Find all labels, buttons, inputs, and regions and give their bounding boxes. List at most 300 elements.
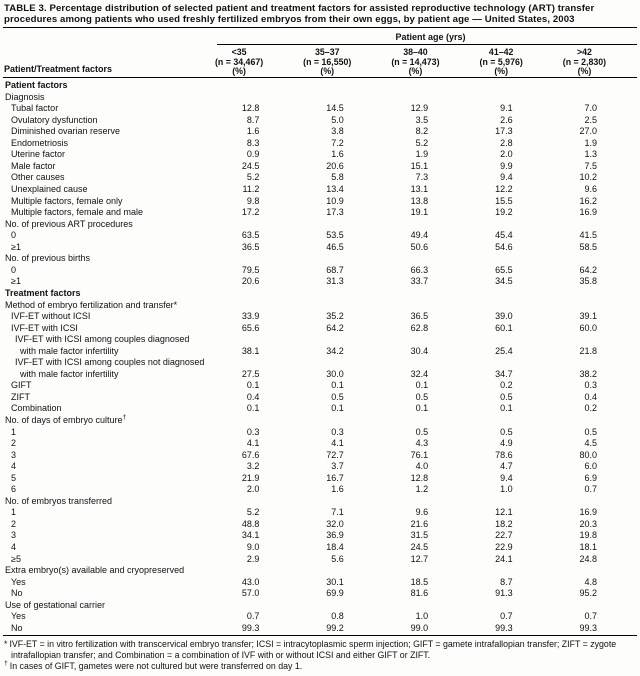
value-cell: 32.0 [326, 518, 344, 529]
row-label-text: No. of previous ART procedures [5, 218, 133, 229]
value-cell: 1.6 [331, 149, 344, 160]
value-cell [299, 80, 383, 92]
value-cell: 1.0 [415, 611, 429, 622]
table-row [3, 473, 637, 485]
value-cell: 36.9 [326, 530, 344, 541]
value-cell: 65.6 [241, 322, 260, 333]
column-header-pct: (%) [320, 66, 335, 77]
row-label [3, 403, 215, 415]
value-cell: 25.4 [495, 345, 513, 356]
column-header-age-5 [563, 48, 640, 77]
value-cell: 8.3 [246, 137, 260, 148]
row-label [3, 357, 215, 369]
value-cell [553, 496, 637, 508]
value-cell: 62.8 [410, 322, 429, 333]
value-cell: 39.0 [495, 311, 513, 322]
row-label [3, 427, 215, 439]
row-label [3, 80, 215, 92]
value-cell: 34.1 [241, 530, 260, 541]
row-label-text: ZIFT [11, 391, 30, 402]
value-cell [468, 80, 552, 92]
footnotes [3, 636, 637, 671]
table-row [3, 588, 637, 600]
value-cell: 34.7 [495, 368, 513, 379]
value-cell: 34.2 [326, 345, 344, 356]
value-cell: 16.2 [579, 195, 597, 206]
value-cell: 0.4 [246, 391, 260, 402]
value-cell: 12.9 [410, 103, 429, 114]
row-label-text: Method of embryo fertilization and transfer* [5, 299, 178, 310]
row-label-text: 3 [11, 449, 17, 460]
row-label [3, 380, 215, 392]
value-cell: 3.7 [331, 461, 344, 472]
table-row [3, 427, 637, 439]
value-cell: 67.6 [241, 449, 260, 460]
row-label [3, 311, 215, 323]
value-cell [215, 357, 299, 369]
table-row [3, 276, 637, 288]
value-cell: 0.1 [246, 380, 260, 391]
value-cell: 16.9 [579, 507, 597, 518]
value-cell: 19.1 [410, 207, 429, 218]
value-cell: 31.5 [410, 530, 429, 541]
value-cell: 0.7 [584, 611, 597, 622]
value-cell: 32.4 [410, 368, 429, 379]
row-label [3, 623, 215, 635]
row-label-text: 3 [11, 530, 17, 541]
column-header-pct: (%) [232, 66, 246, 77]
value-cell [299, 300, 383, 312]
value-cell: 36.5 [410, 311, 429, 322]
row-label [3, 219, 215, 231]
value-cell: 33.9 [241, 311, 260, 322]
table-row [3, 542, 637, 554]
row-label-text: Combination [11, 403, 62, 414]
table-row [3, 172, 637, 184]
value-cell: 0.3 [246, 426, 260, 437]
table-row [3, 334, 637, 346]
row-label [3, 484, 215, 496]
value-cell: 46.5 [326, 241, 344, 252]
table-row [3, 530, 637, 542]
row-label-text: Patient factors [5, 80, 68, 91]
value-cell [299, 288, 383, 300]
value-cell: 76.1 [410, 449, 429, 460]
value-cell [468, 92, 552, 104]
row-label [3, 438, 215, 450]
row-label-text: with male factor infertility [20, 368, 119, 379]
table-row [3, 184, 637, 196]
value-cell [553, 565, 637, 577]
value-cell: 33.7 [410, 276, 429, 287]
value-cell: 9.9 [500, 160, 513, 171]
value-cell: 27.0 [579, 126, 597, 137]
row-label-text: 6 [11, 484, 17, 495]
table-row [3, 369, 637, 381]
row-label-text: Multiple factors, female only [11, 195, 123, 206]
value-cell: 1.6 [246, 126, 260, 137]
row-label [3, 230, 215, 242]
value-cell: 4.8 [584, 576, 597, 587]
row-label-text: Ovulatory dysfunction [11, 114, 98, 125]
value-cell [468, 300, 552, 312]
value-cell [384, 334, 468, 346]
age-columns-header [215, 28, 640, 77]
value-cell: 57.0 [241, 588, 260, 599]
row-label-text: 1 [11, 507, 17, 518]
row-label-text: IVF-ET with ICSI among couples not diagnosed [15, 357, 205, 368]
value-cell: 0.7 [246, 611, 260, 622]
value-cell: 4.1 [246, 438, 260, 449]
value-cell [384, 253, 468, 265]
row-label-text: IVF-ET with ICSI [11, 322, 78, 333]
value-cell: 4.9 [500, 438, 513, 449]
value-cell: 17.3 [495, 126, 513, 137]
value-cell: 7.1 [331, 507, 344, 518]
table-body [3, 78, 637, 634]
row-label [3, 207, 215, 219]
value-cell: 9.0 [246, 541, 260, 552]
value-cell: 18.2 [495, 518, 513, 529]
table-row [3, 196, 637, 208]
column-header-age-1 [215, 48, 303, 77]
row-label [3, 323, 215, 335]
value-cell: 0.8 [331, 611, 344, 622]
value-cell: 0.5 [415, 426, 429, 437]
value-cell [215, 80, 299, 92]
row-label [3, 115, 215, 127]
value-cell: 5.2 [246, 172, 260, 183]
row-label-text: 2 [11, 518, 17, 529]
value-cell [299, 565, 383, 577]
row-label-text: 5 [11, 472, 17, 483]
value-cell: 6.9 [584, 472, 597, 483]
table-row [3, 577, 637, 589]
row-label-text: Diagnosis [5, 91, 45, 102]
value-cell [299, 253, 383, 265]
value-cell [384, 415, 468, 427]
row-label-text: ≥1 [11, 241, 21, 252]
value-cell [215, 334, 299, 346]
value-cell: 0.3 [584, 380, 597, 391]
value-cell: 9.4 [500, 172, 513, 183]
row-label-text: 4 [11, 541, 17, 552]
table-row [3, 323, 637, 335]
table-row [3, 161, 637, 173]
table-row [3, 565, 637, 577]
value-cell: 1.3 [584, 149, 597, 160]
table-row [3, 126, 637, 138]
column-header-n: (n = 16,550) [303, 56, 352, 67]
stub-column-header [3, 28, 215, 77]
value-cell: 54.6 [495, 241, 513, 252]
table-row [3, 207, 637, 219]
column-header-n: (n = 34,467) [215, 56, 264, 67]
value-cell [215, 219, 299, 231]
value-cell: 9.8 [246, 195, 260, 206]
table-row [3, 230, 637, 242]
row-label [3, 600, 215, 612]
value-cell: 0.7 [584, 484, 597, 495]
value-cell: 99.3 [241, 622, 260, 633]
value-cell: 8.7 [500, 576, 513, 587]
value-cell [215, 415, 299, 427]
footnote [4, 661, 635, 672]
row-label [3, 392, 215, 404]
row-label-text: Tubal factor [11, 103, 59, 114]
value-cell: 2.0 [246, 484, 260, 495]
value-cell [384, 565, 468, 577]
table-row [3, 242, 637, 254]
row-label [3, 92, 215, 104]
column-header-age-4 [480, 48, 563, 77]
value-cell: 0.4 [584, 391, 597, 402]
value-cell: 2.0 [500, 149, 513, 160]
value-cell: 21.6 [410, 518, 429, 529]
value-cell [215, 288, 299, 300]
value-cell: 12.1 [495, 507, 513, 518]
value-cell: 95.2 [579, 588, 597, 599]
table-row [3, 357, 637, 369]
table-row [3, 496, 637, 508]
value-cell: 0.1 [246, 403, 260, 414]
value-cell [384, 80, 468, 92]
value-cell [553, 334, 637, 346]
value-cell: 48.8 [241, 518, 260, 529]
value-cell: 18.5 [410, 576, 429, 587]
value-cell [553, 92, 637, 104]
value-cell [215, 496, 299, 508]
table-row [3, 392, 637, 404]
value-cell: 9.6 [415, 507, 429, 518]
value-cell: 2.8 [500, 137, 513, 148]
value-cell: 34.5 [495, 276, 513, 287]
value-cell: 10.2 [579, 172, 597, 183]
row-label-text: 2 [11, 438, 17, 449]
value-cell [553, 219, 637, 231]
row-label [3, 473, 215, 485]
value-cell [468, 496, 552, 508]
row-label-text: 0 [11, 230, 17, 241]
value-cell: 0.9 [246, 149, 260, 160]
value-cell: 5.2 [415, 137, 429, 148]
value-cell: 1.0 [500, 484, 513, 495]
value-cell: 10.9 [326, 195, 344, 206]
row-label-text: No. of days of embryo culture [5, 414, 123, 425]
table-row [3, 554, 637, 566]
row-label-text: with male factor infertility [20, 345, 119, 356]
value-cell: 30.1 [326, 576, 344, 587]
value-cell: 9.4 [500, 472, 513, 483]
row-label [3, 103, 215, 115]
value-cell: 16.7 [326, 472, 344, 483]
table-row [3, 611, 637, 623]
table-row [3, 484, 637, 496]
value-cell: 3.8 [331, 126, 344, 137]
value-cell: 16.9 [579, 207, 597, 218]
value-cell [553, 80, 637, 92]
value-cell: 3.2 [246, 461, 260, 472]
value-cell [384, 300, 468, 312]
row-label [3, 126, 215, 138]
row-label-text: ≥5 [11, 553, 21, 564]
table-row [3, 311, 637, 323]
footnote [4, 639, 635, 661]
table-row [3, 519, 637, 531]
column-header-range: 38–40 [403, 47, 428, 57]
value-cell [553, 300, 637, 312]
value-cell [468, 219, 552, 231]
value-cell: 8.7 [246, 114, 260, 125]
column-header-range: 35–37 [315, 47, 340, 57]
table-row [3, 415, 637, 427]
value-cell: 81.6 [410, 588, 429, 599]
value-cell: 78.6 [495, 449, 513, 460]
table-row [3, 219, 637, 231]
table-row [3, 346, 637, 358]
value-cell: 21.9 [241, 472, 260, 483]
value-cell: 12.2 [495, 184, 513, 195]
value-cell [384, 357, 468, 369]
value-cell: 1.9 [415, 149, 429, 160]
table-row [3, 461, 637, 473]
value-cell: 24.8 [579, 553, 597, 564]
row-label-text: Male factor [11, 160, 56, 171]
value-cell: 2.9 [246, 553, 260, 564]
value-cell: 68.7 [326, 264, 344, 275]
value-cell: 11.2 [242, 184, 260, 195]
value-cell [215, 600, 299, 612]
value-cell: 20.3 [579, 518, 597, 529]
value-cell: 4.3 [415, 438, 429, 449]
row-label-text: Treatment factors [5, 287, 81, 298]
table-row [3, 300, 637, 312]
value-cell: 7.5 [584, 160, 597, 171]
row-label-text: No. of embryos transferred [5, 495, 113, 506]
row-label-text: GIFT [11, 380, 32, 391]
value-cell: 50.6 [410, 241, 429, 252]
value-cell: 43.0 [241, 576, 260, 587]
value-cell: 0.1 [331, 380, 344, 391]
footnote-marker: † [4, 659, 8, 667]
column-header-n: (n = 2,830) [562, 56, 607, 67]
value-cell: 18.1 [579, 541, 597, 552]
value-cell: 7.2 [331, 137, 344, 148]
footnote-marker: * [4, 638, 8, 649]
row-label-text: Yes [11, 611, 26, 622]
row-label [3, 334, 215, 346]
column-headers [215, 45, 640, 77]
value-cell: 38.1 [241, 345, 260, 356]
value-cell: 31.3 [326, 276, 344, 287]
value-cell: 35.8 [579, 276, 597, 287]
value-cell [215, 565, 299, 577]
value-cell: 0.3 [331, 426, 344, 437]
row-label [3, 611, 215, 623]
value-cell: 22.9 [495, 541, 513, 552]
value-cell: 79.5 [241, 264, 260, 275]
value-cell [299, 334, 383, 346]
row-label [3, 577, 215, 589]
row-label [3, 196, 215, 208]
value-cell: 24.5 [410, 541, 429, 552]
row-label [3, 415, 215, 427]
value-cell [553, 288, 637, 300]
value-cell [384, 600, 468, 612]
value-cell: 0.1 [415, 380, 429, 391]
value-cell [468, 334, 552, 346]
row-label-text: Yes [11, 576, 26, 587]
value-cell: 22.7 [495, 530, 513, 541]
row-label [3, 242, 215, 254]
value-cell: 64.2 [579, 264, 597, 275]
value-cell: 99.3 [579, 622, 597, 633]
value-cell: 0.5 [500, 391, 513, 402]
row-label-text: Multiple factors, female and male [11, 207, 144, 218]
value-cell: 27.5 [241, 368, 260, 379]
value-cell [299, 357, 383, 369]
value-cell: 20.6 [241, 276, 260, 287]
value-cell: 0.5 [415, 391, 429, 402]
value-cell: 4.7 [500, 461, 513, 472]
row-label [3, 507, 215, 519]
value-cell: 0.5 [331, 391, 344, 402]
value-cell [384, 92, 468, 104]
row-label [3, 138, 215, 150]
table-row [3, 115, 637, 127]
table-row [3, 92, 637, 104]
value-cell: 12.8 [241, 103, 260, 114]
table-row [3, 623, 637, 635]
row-label-text: IVF-ET without ICSI [11, 311, 91, 322]
value-cell: 21.8 [579, 345, 597, 356]
row-label-text: 4 [11, 461, 17, 472]
value-cell: 0.1 [500, 403, 513, 414]
value-cell [553, 600, 637, 612]
value-cell: 7.3 [415, 172, 429, 183]
row-label [3, 253, 215, 265]
row-label [3, 149, 215, 161]
value-cell: 6.0 [584, 461, 597, 472]
row-label [3, 519, 215, 531]
value-cell [468, 357, 552, 369]
row-label [3, 450, 215, 462]
column-header-pct: (%) [494, 66, 508, 77]
value-cell [468, 415, 552, 427]
value-cell: 17.2 [241, 207, 260, 218]
spanner-label-patient-age: Patient age (yrs) [395, 32, 466, 42]
column-header-pct: (%) [577, 66, 592, 77]
value-cell: 80.0 [579, 449, 597, 460]
table-row [3, 265, 637, 277]
value-cell: 13.4 [326, 184, 344, 195]
value-cell: 99.3 [495, 622, 513, 633]
row-label-text: Use of gestational carrier [5, 599, 106, 610]
value-cell: 0.5 [584, 426, 597, 437]
value-cell [468, 600, 552, 612]
value-cell: 65.5 [495, 264, 513, 275]
table-row [3, 149, 637, 161]
value-cell: 7.0 [584, 103, 597, 114]
row-label-text: Diminished ovarian reserve [11, 126, 121, 137]
value-cell: 35.2 [326, 311, 344, 322]
table-row [3, 253, 637, 265]
value-cell: 15.5 [495, 195, 513, 206]
row-label-text: No [11, 588, 23, 599]
table-header [3, 28, 637, 77]
value-cell: 18.4 [326, 541, 344, 552]
row-label-text: ≥1 [11, 276, 21, 287]
